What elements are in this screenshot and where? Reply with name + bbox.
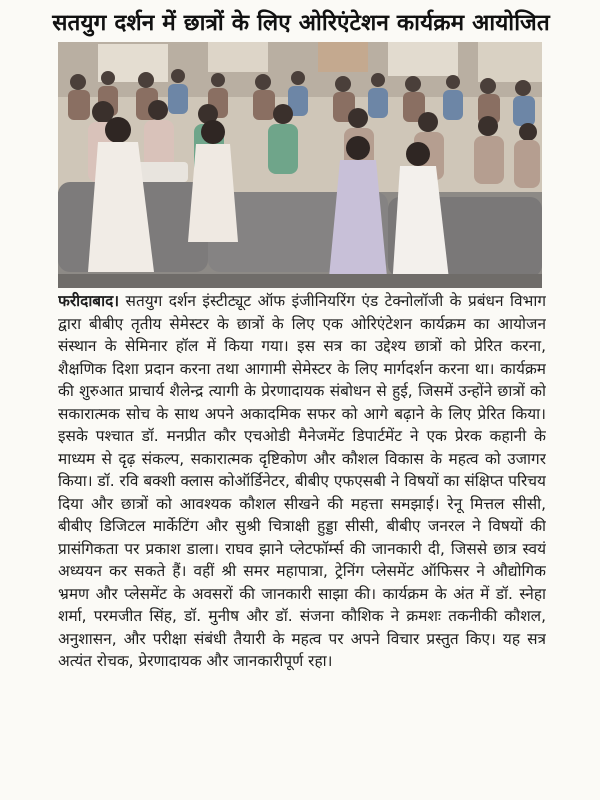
- dateline: फरीदाबाद।: [58, 292, 120, 310]
- seminar-hall-illustration: [58, 42, 542, 288]
- event-photo: [58, 42, 542, 288]
- article-text: सतयुग दर्शन इंस्टीट्यूट ऑफ इंजीनियरिंग एंड टेक्नोलॉजी के प्रबंधन विभाग द्वारा बीबीए तृतीय सेमेस्टर के छात्रों के लिए एक ओरिएंटेशन कार्यक्रम का आयोजन संस्थान के सेमिनार हॉल में किया गया। इस सत्र का उद्देश्य छात्रों को प्रेरित करना, शैक्षणिक दिशा प्रदान करना तथा आगामी सेमेस्टर के लिए मार्गदर्शन करना था। कार्यक्रम की शुरुआत प्राचार्य शैलेन्द्र त्यागी के प्रेरणादायक संबोधन से हुई, जिसमें उन्होंने छात्रों को सकारात्मक सोच के साथ अपने अकादमिक सफर को आगे बढ़ाने के लिए प्रेरित किया। इसके पश्चात डॉ. मनप्रीत कौर एचओडी मैनेजमेंट डिपार्टमेंट ने एक प्रेरक कहानी के माध्यम से दृढ़ संकल्प, सकारात्मक दृष्टिकोण और कौशल विकास के महत्व को उजागर किया। डॉ. रवि बक्शी क्लास कोऑर्डिनेटर, बीबीए एफएसबी ने विषयों का संक्षिप्त परिचय दिया और छात्रों को आवश्यक कौशल सीखने की महत्ता समझाई। रेनू मित्तल सीसी, बीबीए डिजिटल मार्केटिंग और सुश्री चित्राक्षी हुड्डा सीसी, बीबीए जनरल ने विषयों की प्रासंगिकता पर प्रकाश डाला। राघव झाने प्लेटफॉर्म्स की जानकारी दी, जिससे छात्र स्वयं अध्ययन कर सकते हैं। वहीं श्री समर महापात्रा, ट्रेनिंग प्लेसमेंट ऑफिसर ने औद्योगिक भ्रमण और प्लेसमेंट के अवसरों की जानकारी साझा की। कार्यक्रम के अंत में डॉ. स्नेहा शर्मा, परमजीत सिंह, डॉ. मुनीष और डॉ. संजना कौशिक ने क्रमशः तकनीकी कौशल, अनुशासन, और परीक्षा संबंधी तैयारी के महत्व पर अपने विचार प्रस्तुत किए। यह सत्र अत्यंत रोचक, प्रेरणादायक और जानकारीपूर्ण रहा।: [58, 292, 546, 670]
- headline: सतयुग दर्शन में छात्रों के लिए ओरिएंटेशन कार्यक्रम आयोजित: [52, 10, 550, 36]
- article-paragraph: [58, 290, 546, 673]
- article-body: [58, 290, 546, 795]
